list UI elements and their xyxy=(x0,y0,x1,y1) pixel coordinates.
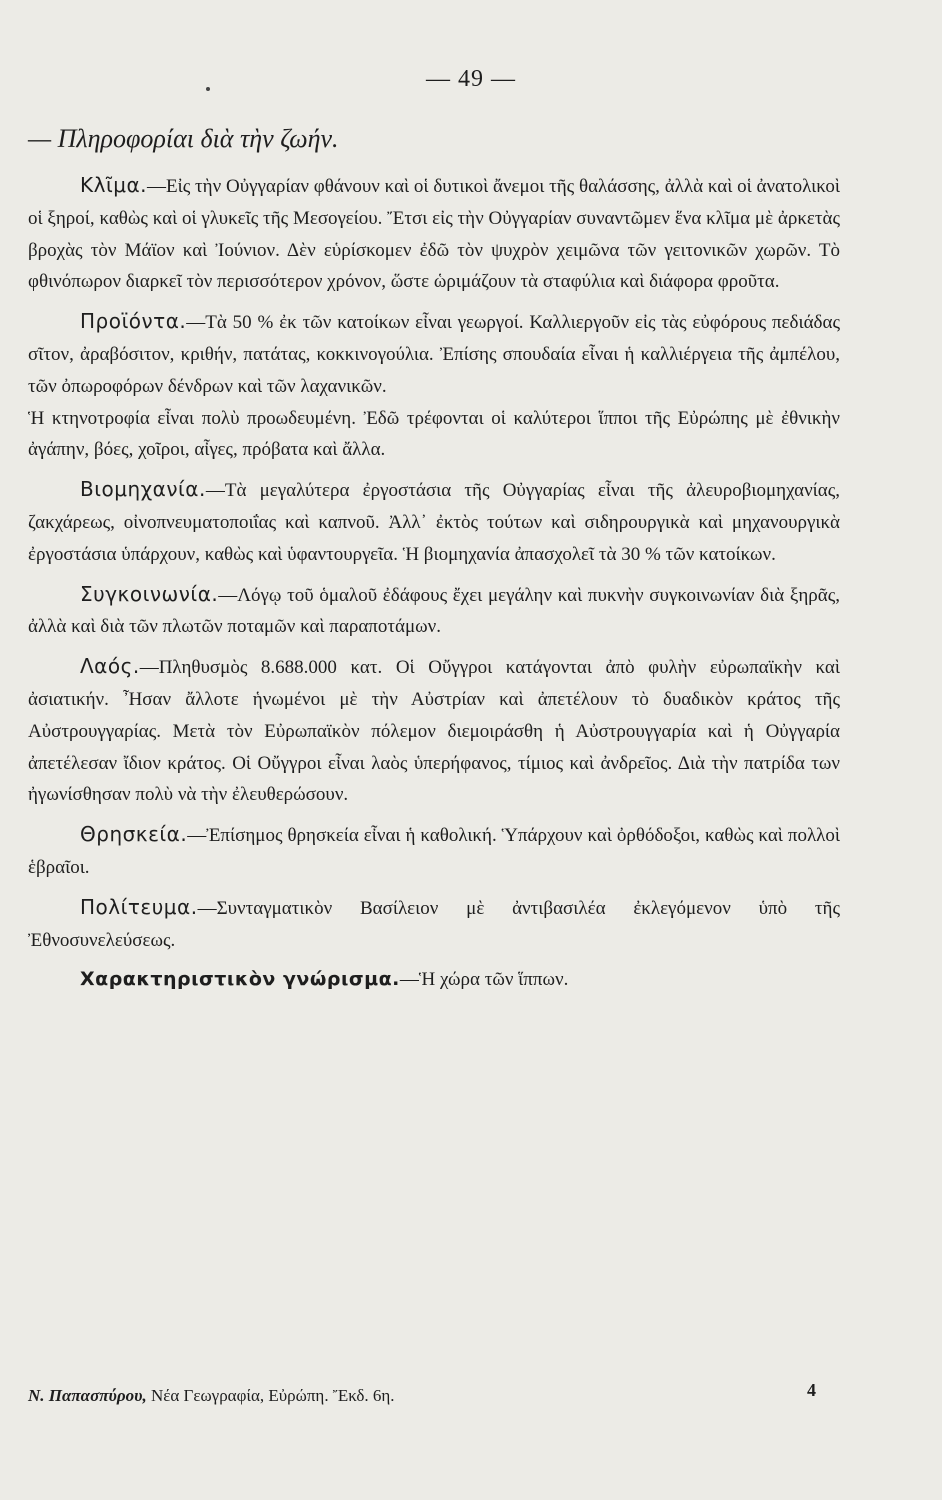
paragraph-text: —Λόγῳ τοῦ ὁμαλοῦ ἐδάφους ἔχει μεγάλην καὶ πυκνὴν συγκοινωνίαν διὰ ξηρᾶς, ἀλλὰ καὶ διὰ τῶν πλωτῶν ποταμῶν καὶ παραποτάμων. xyxy=(28,584,840,638)
paragraph-label: Συγκοινωνία. xyxy=(80,581,219,606)
paragraph-climate xyxy=(28,170,840,298)
paragraph-label: Προϊόντα. xyxy=(80,309,187,334)
paragraph-label: Χαρακτηριστικὸν γνώρισμα. xyxy=(80,968,400,991)
paragraph-text: —Ἐπίσημος θρησκεία εἶναι ἡ καθολική. Ὑπάρχουν καὶ ὀρθόδοξοι, καθὼς καὶ πολλοὶ ἑβραῖοι. xyxy=(28,825,840,878)
paragraph-text: —Εἰς τὴν Οὐγγαρίαν φθάνουν καὶ οἱ δυτικοὶ ἄνεμοι τῆς θαλάσσης, ἀλλὰ καὶ οἱ ἀνατολικοὶ οἱ ξηροί, καθὼς καὶ οἱ γλυκεῖς τῆς Μεσογείου. Ἔτσι εἰς τὴν Οὐγγαρίαν συναντῶμεν ἕνα κλῖμα μὲ ἀρκετὰς βροχὰς τὸν Μάϊον καὶ Ἰούνιον. Δὲν εὑρίσκομεν ἐδῶ τὸν ψυχρὸν χειμῶνα τῶν γειτονικῶν χωρῶν. Τὸ φθινόπωρον διαρκεῖ τὸν περισσότερον χρόνον, ὥστε ὡριμάζουν τὰ σταφύλια καὶ διάφορα φροῦτα. xyxy=(28,176,840,293)
paragraph-label: Λαός. xyxy=(80,654,140,679)
text-body xyxy=(28,170,840,1004)
paragraph-religion xyxy=(28,819,840,884)
paragraph-livestock xyxy=(28,403,840,467)
paragraph-text: —Τὰ μεγαλύτερα ἐργοστάσια τῆς Οὐγγαρίας εἶναι τῆς ἀλευροβιομηχανίας, ζακχάρεως, οἰνοπνευματοποιΐας καὶ καπνοῦ. Ἀλλ᾽ ἐκτὸς τούτων καὶ σιδηρουργικὰ καὶ μηχανουργικὰ ἐργοστάσια ὑπάρχουν, καθὼς καὶ ὑφαντουργεῖα. Ἡ βιομηχανία ἀπασχολεῖ τὰ 30 % τῶν κατοίκων. xyxy=(28,480,840,565)
paragraph-products xyxy=(28,306,840,402)
paragraph-label: Βιομηχανία. xyxy=(80,477,206,502)
paragraph-text: —Τὰ 50 % ἐκ τῶν κατοίκων εἶναι γεωργοί. Καλλιεργοῦν εἰς τὰς εὐφόρους πεδιάδας σῖτον, ἀραβόσιτον, κριθήν, πατάτας, κοκκινογούλια. Ἐπίσης σπουδαία εἶναι ἡ καλλιέργεια τῆς ἀμπέλου, τῶν ὀπωροφόρων δένδρων καὶ τῶν λαχανικῶν. xyxy=(28,312,840,397)
paragraph-text: —Ἡ χώρα τῶν ἵππων. xyxy=(399,969,569,991)
paragraph-people xyxy=(28,651,840,811)
page-footer xyxy=(28,1380,840,1406)
paragraph-label: Θρησκεία. xyxy=(80,822,188,847)
ink-dot xyxy=(206,87,210,91)
footer-author: Ν. Παπασπύρου, xyxy=(28,1386,147,1405)
paragraph-text: Ἡ κτηνοτροφία εἶναι πολὺ προωδευμένη. Ἐδῶ τρέφονται οἱ καλύτεροι ἵπποι τῆς Εὐρώπης μὲ ἐθνικὴν ἀγάπην, βόες, χοῖροι, αἶγες, πρόβατα καὶ ἄλλα. xyxy=(28,407,840,461)
paragraph-label: Κλῖμα. xyxy=(80,173,147,197)
paragraph-text: —Πληθυσμὸς 8.688.000 κατ. Οἱ Οὔγγροι κατάγονται ἀπὸ φυλὴν εὐρωπαϊκὴν καὶ ἀσιατικήν. Ἦσαν ἄλλοτε ἡνωμένοι μὲ τὴν Αὐστρίαν καὶ ἀπετέλουν τὸ δυαδικὸν κράτος τῆς Αὐστρουγγαρίας. Μετὰ τὸν Εὐρωπαϊκὸν πόλεμον διεμοιράσθη ἡ Αὐστρουγγαρία καὶ ἡ Οὐγγαρία ἀπετέλεσαν ἴδιον κράτος. Οἱ Οὔγγροι εἶναι λαὸς ὑπερήφανος, τίμιος καὶ ἀνδρεῖος. Διὰ τὴν πατρίδα των ἠγωνίσθησαν πολὺ νὰ τὴν ἐλευθερώσουν. xyxy=(28,657,840,806)
paragraph-label: Πολίτευμα. xyxy=(80,894,198,919)
footer-text: Νέα Γεωγραφία, Εὐρώπη. Ἔκδ. 6η. xyxy=(150,1386,395,1405)
paragraph-government xyxy=(28,892,840,957)
signature-mark: 4 xyxy=(807,1380,816,1400)
paragraph-characteristic xyxy=(28,964,840,996)
paragraph-transport xyxy=(28,579,840,644)
page-number: — 49 — xyxy=(426,66,516,92)
paragraph-text: —Συνταγματικὸν Βασίλειον μὲ ἀντιβασιλέα ἐκλεγόμενον ὑπὸ τῆς Ἐθνοσυνελεύσεως. xyxy=(28,897,840,951)
section-heading: — Πληροφορίαι διὰ τὴν ζωήν. xyxy=(28,124,339,153)
paragraph-industry xyxy=(28,474,840,570)
